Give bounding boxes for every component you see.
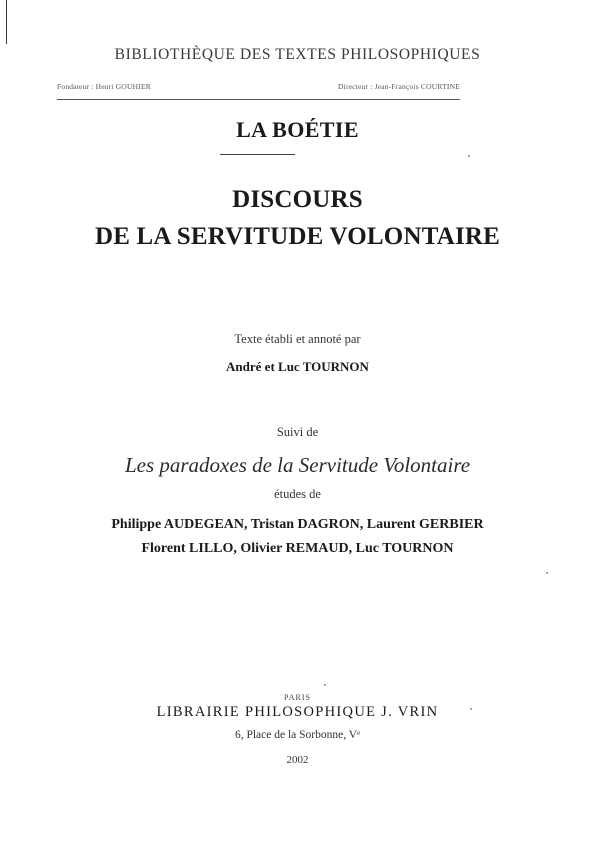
book-subtitle: Les paradoxes de la Servitude Volontaire (124, 453, 471, 477)
contributors-line2: Florent LILLO, Olivier REMAUD, Luc TOURNON (141, 541, 454, 556)
author-divider (220, 154, 295, 155)
publisher-address: 6, Place de la Sorbonne, Vᵉ (234, 729, 361, 741)
contributors-line1: Philippe AUDEGEAN, Tristan DAGRON, Laurent GERBIER (111, 517, 484, 532)
scan-speck (468, 155, 470, 157)
book-title-line2: DE LA SERVITUDE VOLONTAIRE (94, 223, 501, 250)
scan-margin-line (6, 0, 7, 44)
book-title-line1: DISCOURS (232, 186, 363, 213)
book-author: LA BOÉTIE (236, 117, 359, 142)
scan-speck (470, 708, 472, 710)
scan-speck (324, 684, 326, 686)
header-divider (57, 99, 460, 100)
series-title: BIBLIOTHÈQUE DES TEXTES PHILOSOPHIQUES (114, 46, 481, 63)
followed-by: Suivi de (276, 425, 319, 439)
imprint-city: PARIS (284, 693, 311, 702)
scan-speck (546, 572, 548, 574)
established-by: Texte établi et annoté par (234, 332, 361, 346)
studies-by: études de (274, 487, 321, 501)
series-director: Directeur : Jean-François COURTINE (338, 82, 460, 91)
series-founder: Fondateur : Henri GOUHIER (57, 82, 151, 91)
publication-year: 2002 (286, 754, 309, 766)
publisher-name: LIBRAIRIE PHILOSOPHIQUE J. VRIN (156, 704, 439, 720)
editors: André et Luc TOURNON (226, 359, 369, 374)
